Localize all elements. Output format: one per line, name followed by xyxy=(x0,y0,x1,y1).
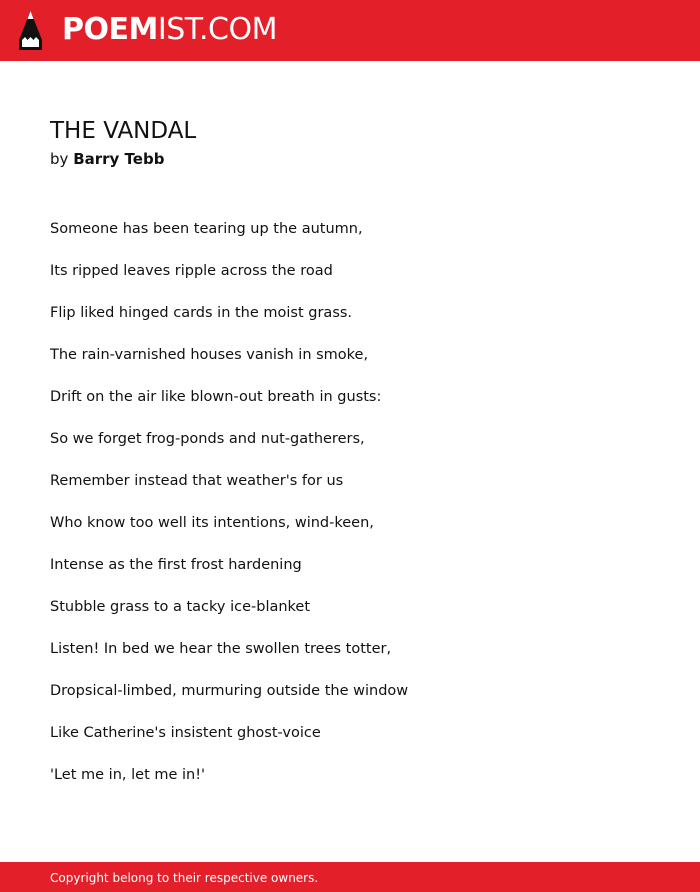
poem-line: So we forget frog-ponds and nut-gatherers, xyxy=(50,431,365,447)
poem-line: 'Let me in, let me in!' xyxy=(50,767,206,783)
poem-line: Its ripped leaves ripple across the road xyxy=(50,263,333,279)
poem-title: THE VANDAL xyxy=(50,118,197,144)
poem-line: Drift on the air like blown-out breath in gusts: xyxy=(50,389,382,405)
poem-body xyxy=(50,219,408,807)
poem-line: Intense as the first frost hardening xyxy=(50,557,302,573)
poem-line: Remember instead that weather's for us xyxy=(50,473,344,489)
site-footer xyxy=(0,862,700,892)
byline xyxy=(50,149,164,169)
poem-line: Like Catherine's insistent ghost-voice xyxy=(50,725,321,741)
by-label: by xyxy=(50,150,69,168)
author-name: Barry Tebb xyxy=(73,150,165,168)
logo-text-bold: POEM xyxy=(62,12,158,47)
site-header xyxy=(0,0,700,61)
site-logo[interactable] xyxy=(62,12,277,48)
poem-line: The rain-varnished houses vanish in smoke, xyxy=(50,347,369,363)
poem-line: Listen! In bed we hear the swollen trees totter, xyxy=(50,641,392,657)
poem-line: Someone has been tearing up the autumn, xyxy=(50,221,363,237)
poem-line: Who know too well its intentions, wind-keen, xyxy=(50,515,374,531)
poem-line: Dropsical-limbed, murmuring outside the window xyxy=(50,683,409,699)
pencil-tip-icon[interactable] xyxy=(18,10,43,51)
logo-text-light: IST.COM xyxy=(157,12,277,47)
copyright-text: Copyright belong to their respective owners. xyxy=(50,871,319,885)
poem-line: Stubble grass to a tacky ice-blanket xyxy=(50,599,311,615)
poem-line: Flip liked hinged cards in the moist grass. xyxy=(50,305,353,321)
